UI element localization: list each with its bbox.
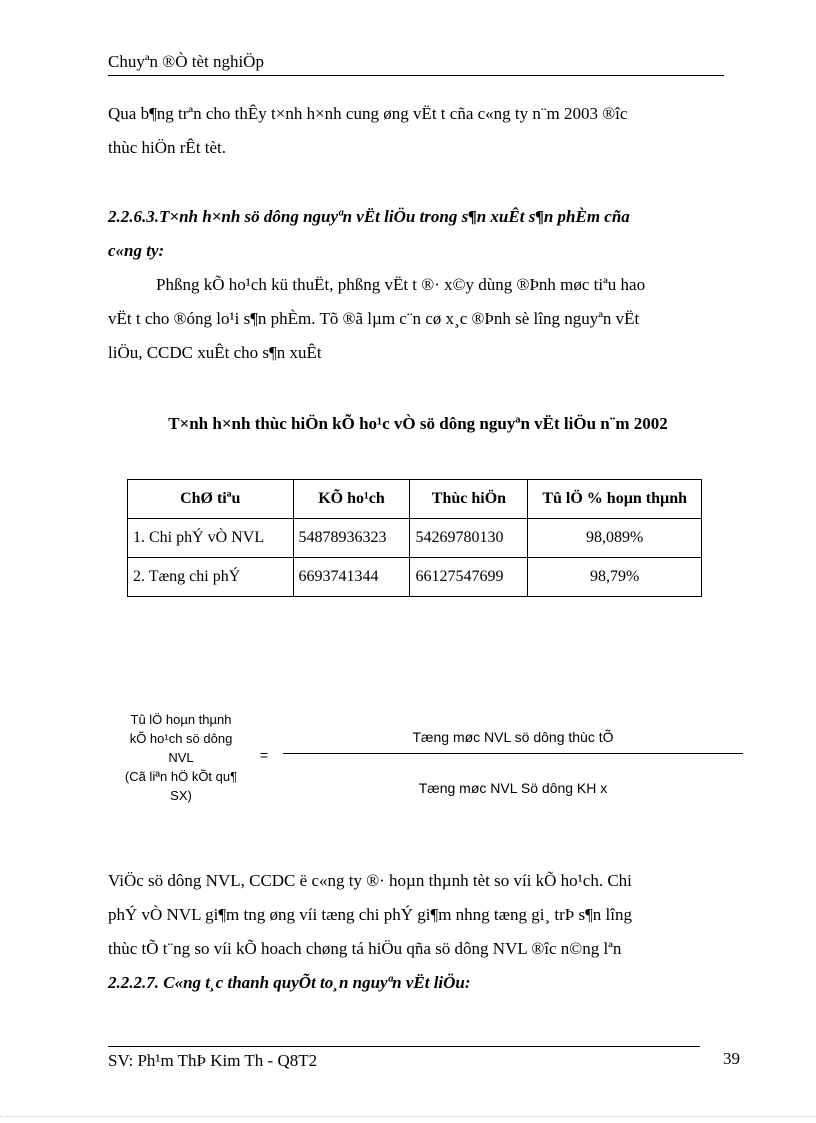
text-line: thùc hiÖn rÊt tèt. (108, 138, 227, 157)
table-row (128, 519, 702, 558)
formula-label-line: kÕ ho¹ch sö dông (129, 731, 233, 746)
text-line: Qua b¶ng trªn cho thÊy t×nh h×nh cung øng vËt t cña c«ng ty n¨m 2003 ®îc (108, 104, 628, 123)
table-cell: 54878936323 (293, 519, 410, 558)
table-cell: 54269780130 (410, 519, 528, 558)
text-line: liÖu, CCDC xuÊt cho s¶n xuÊt (108, 343, 322, 362)
column-header: KÕ ho¹ch (293, 480, 410, 519)
heading-line: c«ng ty: (108, 241, 165, 260)
table-cell: 2. Tæng chi phÝ (128, 558, 294, 597)
formula-equals: = (259, 747, 269, 763)
header-rule (108, 75, 724, 76)
text-line: Phßng kÕ ho¹ch kü thuËt, phßng vËt t ®· x©y dùng ®Þnh møc tiªu hao (156, 275, 646, 294)
section-heading-usage (108, 200, 728, 268)
column-header: Tû lÖ % hoµn thµnh (528, 480, 702, 519)
paragraph-evaluation (108, 864, 728, 966)
table-cell: 1. Chi phÝ vÒ NVL (128, 519, 294, 558)
page-header-title: Chuyªn ®Ò tèt nghiÖp (108, 52, 264, 71)
text-line: thùc tÕ t¨ng so víi kÕ hoach chøng tá hiÖu qña sö dông NVL ®îc n©ng lªn (108, 939, 622, 958)
formula-label-line: Tû lÖ hoµn thµnh (130, 712, 232, 727)
table-row (128, 558, 702, 597)
paragraph-supply (108, 97, 728, 165)
formula-label-line: SX) (170, 788, 192, 803)
usage-table (127, 479, 702, 597)
column-header: Thùc hiÖn (410, 480, 528, 519)
table-cell: 98,089% (528, 519, 702, 558)
table-header-row (128, 480, 702, 519)
footer-rule (108, 1046, 700, 1047)
table-cell: 66127547699 (410, 558, 528, 597)
heading-line: 2.2.6.3.T×nh h×nh sö dông nguyªn vËt liÖu trong s¶n xuÊt s¶n phÈm cña (108, 207, 630, 226)
column-header: ChØ tiªu (128, 480, 294, 519)
table-cell: 6693741344 (293, 558, 410, 597)
table-cell: 98,79% (528, 558, 702, 597)
text-line: vËt t cho ®óng lo¹i s¶n phÈm. Tõ ®ã lµm c¨n cø x¸c ®Þnh sè lîng nguyªn vËt (108, 309, 640, 328)
formula-label-line: NVL (168, 750, 194, 765)
formula-label-line: (Cã liªn hÖ kÕt qu¶ (124, 769, 238, 784)
formula-denominator: Tæng møc NVL Sö dông KH x (418, 780, 608, 796)
section-heading-settlement: 2.2.2.7. C«ng t¸c thanh quyÕt to¸n nguyªn vËt liÖu: (108, 973, 471, 992)
formula-numerator: Tæng møc NVL sö dông thùc tÕ (412, 729, 614, 745)
paragraph-planning (108, 268, 728, 370)
page-number: 39 (723, 1049, 740, 1068)
text-line: ViÖc sö dông NVL, CCDC ë c«ng ty ®· hoµn thµnh tèt so víi kÕ ho¹ch. Chi (108, 871, 632, 890)
footer-author: SV: Ph¹m ThÞ Kim Th - Q8T2 (108, 1051, 318, 1070)
formula-left-label (88, 710, 274, 805)
text-line: phÝ vÒ NVL gi¶m tng øng víi tæng chi phÝ gi¶m nhng tæng gi¸ trÞ s¶n lîng (108, 905, 632, 924)
fraction-line (283, 753, 743, 754)
table-caption: T×nh h×nh thùc hiÖn kÕ ho¹c vÒ sö dông nguyªn vËt liÖu n¨m 2002 (168, 414, 668, 433)
page-bottom-edge (0, 1116, 816, 1117)
